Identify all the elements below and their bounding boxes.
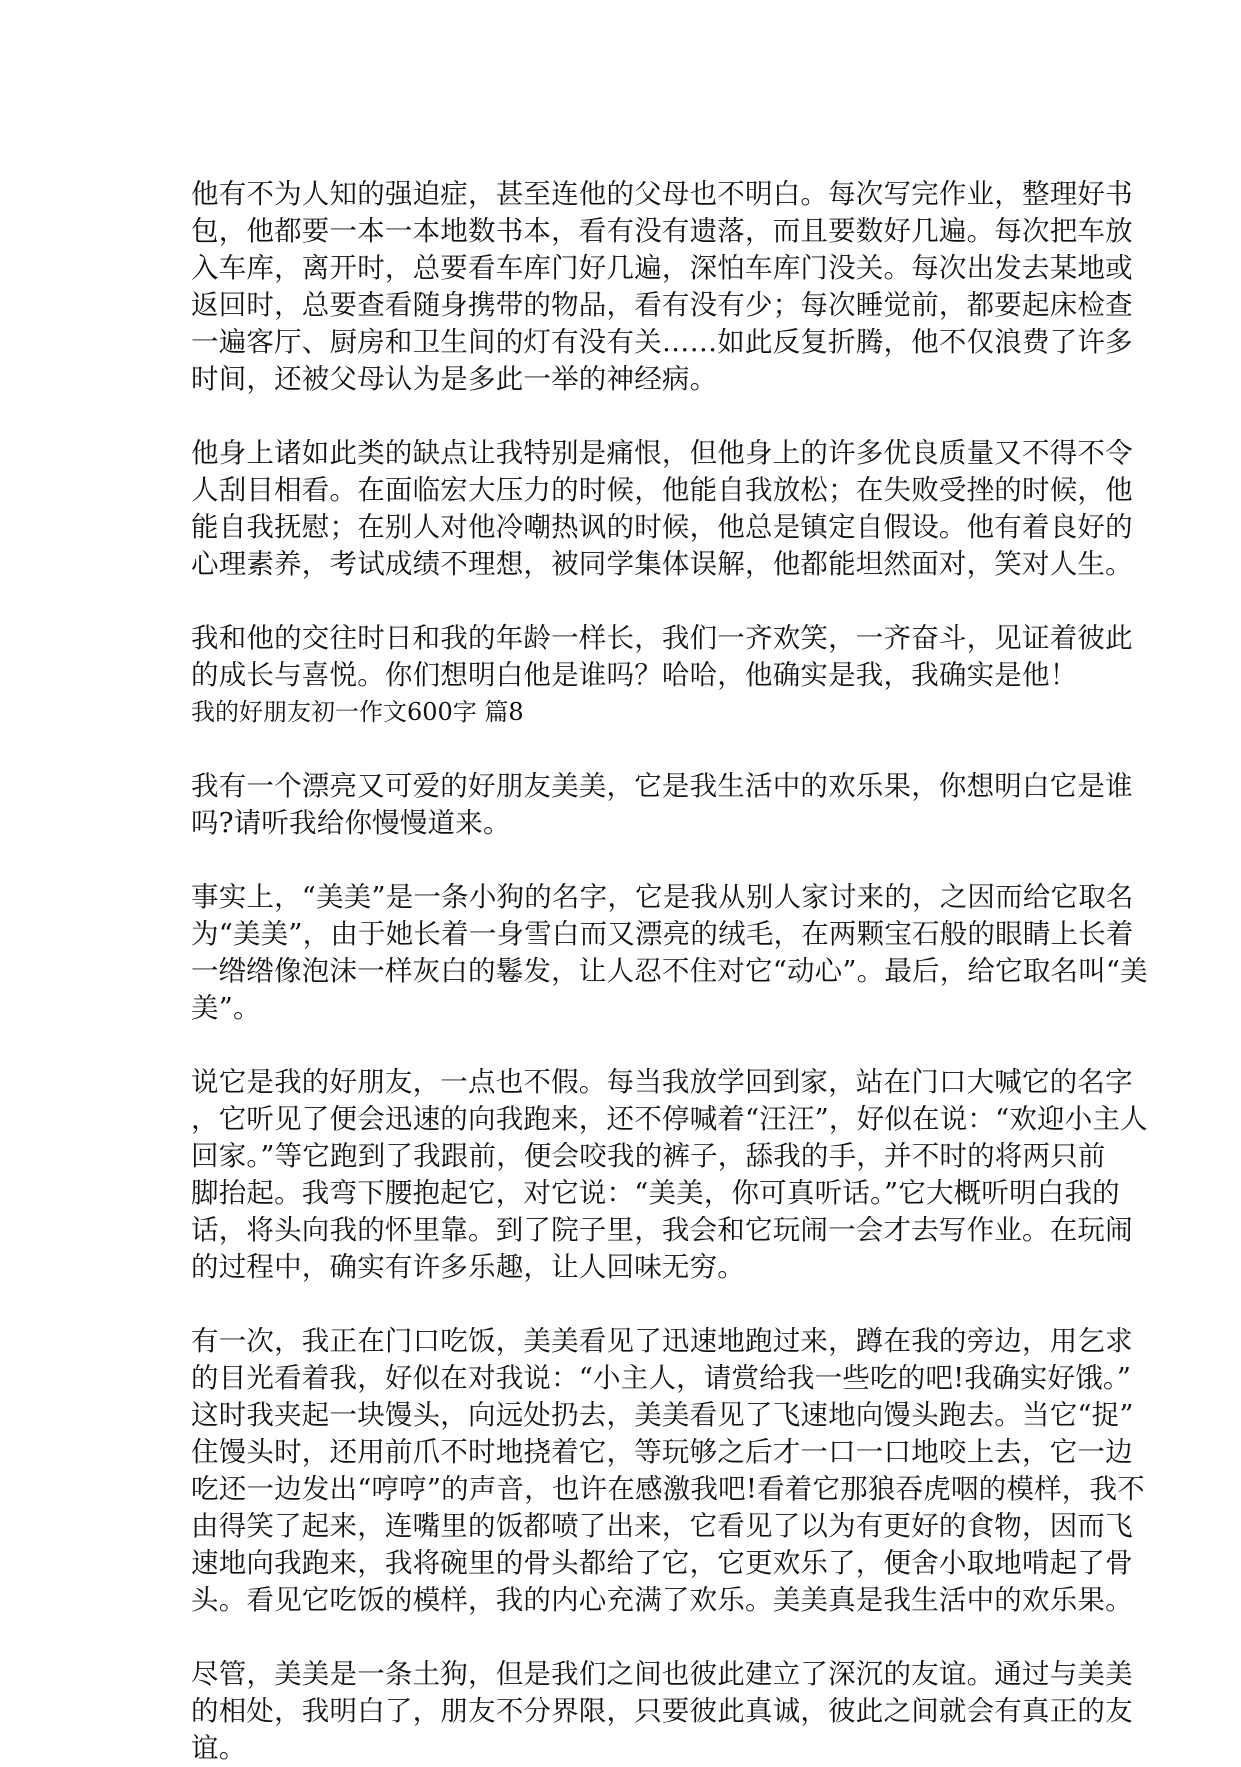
text-line: 心理素养，考试成绩不理想，被同学集体误解，他都能坦然面对，笑对人生。	[191, 548, 1133, 580]
text-line: 住馒头时，还用前爪不时地挠着它，等玩够之后才一口一口地咬上去，它一边	[191, 1436, 1133, 1468]
text-line: 时间，还被父母认为是多此一举的神经病。	[191, 363, 718, 395]
text-line: 他身上诸如此类的缺点让我特别是痛恨，但他身上的许多优良质量又不得不令	[191, 437, 1133, 469]
text-line: 头。看见它吃饭的模样，我的内心充满了欢乐。美美真是我生活中的欢乐果。	[191, 1584, 1133, 1616]
text-line: 谊。	[191, 1732, 247, 1764]
text-line: 我和他的交往时日和我的年龄一样长，我们一齐欢笑，一齐奋斗，见证着彼此	[191, 622, 1133, 654]
text-line: 这时我夹起一块馒头，向远处扔去，美美看见了飞速地向馒头跑去。当它“捉”	[191, 1399, 1134, 1431]
text-line: 人刮目相看。在面临宏大压力的时候，他能自我放松；在失败受挫的时候，他	[191, 474, 1133, 506]
text-line: 返回时，总要查看随身携带的物品，看有没有少；每次睡觉前，都要起床检查	[191, 289, 1133, 321]
text-line: 的成长与喜悦。你们想明白他是谁吗？哈哈，他确实是我，我确实是他！	[191, 659, 1078, 691]
text-line: 他有不为人知的强迫症，甚至连他的父母也不明白。每次写完作业，整理好书	[191, 178, 1133, 210]
text-line: 一绺绺像泡沫一样灰白的鬈发，让人忍不住对它“动心”。最后，给它取名叫“美	[191, 955, 1148, 987]
paragraph-intro-meimei	[191, 768, 1133, 842]
text-line: 的过程中，确实有许多乐趣，让人回味无穷。	[191, 1251, 745, 1283]
paragraph-good-friend	[191, 1064, 1148, 1286]
text-line: 能自我抚慰；在别人对他冷嘲热讽的时候，他总是镇定自假设。他有着良好的	[191, 511, 1133, 543]
text-line: 吃还一边发出“哼哼”的声音，也许在感激我吧!看着它那狼吞虎咽的模样，我不	[191, 1473, 1145, 1505]
text-line: 一遍客厅、厨房和卫生间的灯有没有关……如此反复折腾，他不仅浪费了许多	[191, 326, 1133, 358]
paragraph-gap	[191, 1027, 1091, 1064]
paragraph-gap	[191, 731, 1091, 768]
paragraph-mealtime	[191, 1323, 1145, 1619]
text-line: 包，他都要一本一本地数书本，看有没有遗落，而且要数好几遍。每次把车放	[191, 215, 1133, 247]
document-page	[191, 176, 1148, 1767]
text-line: 的目光看着我，好似在对我说：“小主人，请赏给我一些吃的吧!我确实好饿。”	[191, 1362, 1132, 1394]
paragraph-gap	[191, 583, 1091, 620]
text-line: 尽管，美美是一条土狗，但是我们之间也彼此建立了深沉的友谊。通过与美美	[191, 1658, 1133, 1690]
text-line: 速地向我跑来，我将碗里的骨头都给了它，它更欢乐了，便舍小取地啃起了骨	[191, 1547, 1133, 1579]
text-line: ，它听见了便会迅速的向我跑来，还不停喊着“汪汪”，好似在说：“欢迎小主人	[191, 1103, 1148, 1135]
text-line: 吗?请听我给你慢慢道来。	[191, 807, 511, 839]
paragraph-gap	[191, 1619, 1091, 1656]
paragraph-reveal	[191, 620, 1133, 694]
essay-heading: 我的好朋友初一作文600字 篇8	[191, 698, 524, 726]
paragraph-gap	[191, 398, 1091, 435]
text-line: 的相处，我明白了，朋友不分界限，只要彼此真诚，彼此之间就会有真正的友	[191, 1695, 1133, 1727]
paragraph-strengths	[191, 435, 1133, 583]
text-line: 为“美美”，由于她长着一身雪白而又漂亮的绒毛，在两颗宝石般的眼睛上长着	[191, 918, 1134, 950]
paragraph-gap	[191, 1286, 1091, 1323]
text-line: 美”。	[191, 992, 261, 1024]
text-line: 事实上，“美美”是一条小狗的名字，它是我从别人家讨来的，之因而给它取名	[191, 881, 1134, 913]
text-line: 脚抬起。我弯下腰抱起它，对它说：“美美，你可真听话。”它大概听明白我的	[191, 1177, 1120, 1209]
paragraph-conclusion	[191, 1656, 1133, 1767]
text-line: 由得笑了起来，连嘴里的饭都喷了出来，它看见了以为有更好的食物，因而飞	[191, 1510, 1133, 1542]
paragraph-name-origin	[191, 879, 1148, 1027]
text-line: 有一次，我正在门口吃饭，美美看见了迅速地跑过来，蹲在我的旁边，用乞求	[191, 1325, 1133, 1357]
text-line: 话，将头向我的怀里靠。到了院子里，我会和它玩闹一会才去写作业。在玩闹	[191, 1214, 1133, 1246]
text-line: 入车库，离开时，总要看车库门好几遍，深怕车库门没关。每次出发去某地或	[191, 252, 1133, 284]
paragraph-gap	[191, 842, 1091, 879]
text-line: 说它是我的好朋友，一点也不假。每当我放学回到家，站在门口大喊它的名字	[191, 1066, 1133, 1098]
text-line: 回家。”等它跑到了我跟前，便会咬我的裤子，舔我的手，并不时的将两只前	[191, 1140, 1106, 1172]
paragraph-ocd	[191, 176, 1133, 398]
text-line: 我有一个漂亮又可爱的好朋友美美，它是我生活中的欢乐果，你想明白它是谁	[191, 770, 1133, 802]
